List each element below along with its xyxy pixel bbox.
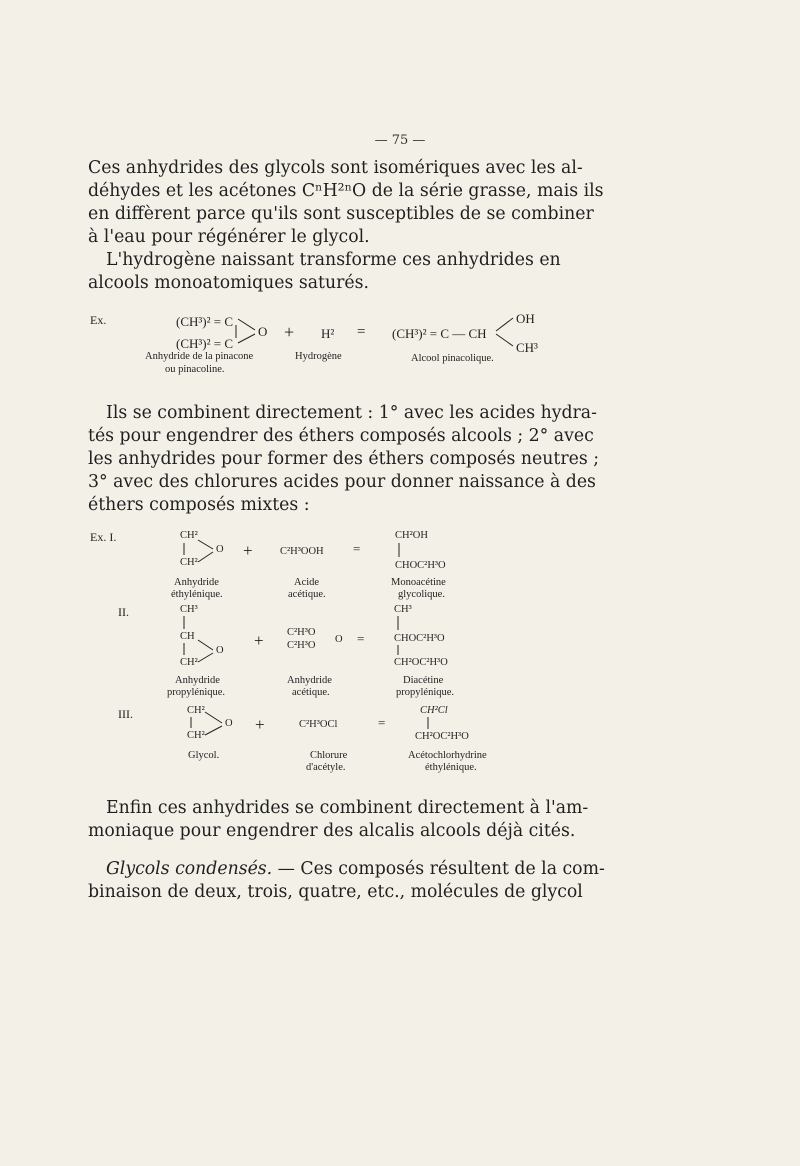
text-line: à l'eau pour régénérer le glycol. — [88, 227, 370, 247]
text-line: binaison de deux, trois, quatre, etc., molécules de glycol — [88, 882, 583, 902]
caption-3a: Diacétine — [403, 675, 444, 686]
caption-3b: glycolique. — [398, 589, 445, 600]
formula-row2: CH — [180, 631, 195, 642]
caption-1a: Anhydride — [174, 577, 219, 588]
product-row1: CH³ — [394, 604, 412, 615]
caption-3a: Monoacétine — [391, 577, 446, 588]
caption-3a: Acétochlorhydrine — [408, 750, 487, 761]
paragraph-isomers — [88, 157, 604, 295]
caption-1: Glycol. — [188, 750, 220, 761]
caption-pinacoline: Anhydride de la pinacone — [145, 351, 254, 362]
formula-hydrogen: H² — [321, 326, 335, 341]
equals-sign: = — [357, 631, 365, 646]
formula-product: (CH³)² = C — CH — [392, 326, 487, 341]
plus-sign: + — [255, 715, 265, 734]
caption-1b: propylénique. — [167, 687, 226, 698]
caption-1a: Anhydride — [175, 675, 220, 686]
plus-sign: + — [243, 541, 253, 560]
reagent-bottom: C²H³O — [287, 640, 316, 651]
product-row3: CH²OC²H³O — [394, 657, 448, 668]
product-row2: CHOC²H³O — [394, 633, 445, 644]
formula-oxygen: O — [216, 645, 224, 656]
product-bottom: CHOC²H³O — [395, 560, 446, 571]
caption-2b: acétique. — [288, 589, 326, 600]
text-line: 3° avec des chlorures acides pour donner naissance à des — [88, 472, 596, 492]
equals-sign: = — [353, 541, 361, 556]
example-label: Ex. I. — [90, 530, 117, 544]
equals-sign: = — [357, 324, 366, 340]
paragraph-condensed-glycols — [88, 858, 605, 904]
caption-2a: Anhydride — [287, 675, 332, 686]
formula-top: CH² — [180, 530, 198, 541]
formula-oxygen: O — [216, 544, 224, 555]
caption-3b: propylénique. — [396, 687, 455, 698]
caption-2b: d'acétyle. — [306, 762, 346, 773]
text-line: tés pour engendrer des éthers composés alcools ; 2° avec — [88, 426, 594, 446]
text-line: Ils se combinent directement : 1° avec les acides hydra- — [106, 403, 597, 423]
paragraph-ammonia — [88, 797, 589, 843]
example-label: Ex. — [90, 313, 107, 327]
example-label: III. — [118, 707, 133, 721]
example-label: II. — [118, 605, 129, 619]
reagent-oxygen: O — [335, 634, 343, 645]
formula-top-left: (CH³)² = C — [176, 314, 234, 329]
caption-hydrogen: Hydrogène — [295, 351, 342, 362]
formula-oxygen: O — [258, 324, 268, 339]
text-line: éthers composés mixtes : — [88, 495, 310, 515]
formula-bottom: CH² — [187, 730, 205, 741]
caption-pinacolic-alcohol: Alcool pinacolique. — [411, 353, 494, 364]
formula-oxygen: O — [225, 718, 233, 729]
product-top: CH²OH — [395, 530, 428, 541]
plus-sign: + — [284, 322, 295, 342]
formula-oh: OH — [516, 311, 535, 326]
section-heading: Glycols condensés. — [106, 859, 273, 879]
text-line: alcools monoatomiques saturés. — [88, 273, 369, 293]
formula-row1: CH³ — [180, 604, 198, 615]
product-bottom: CH²OC²H³O — [415, 731, 469, 742]
formula-top: CH² — [187, 705, 205, 716]
caption-pinacoline-2: ou pinacoline. — [165, 364, 225, 375]
page-number: — 75 — — [374, 133, 426, 148]
formula-row3: CH² — [180, 657, 198, 668]
caption-1b: éthylénique. — [171, 589, 223, 600]
text-line: Enfin ces anhydrides se combinent directement à l'am- — [106, 798, 589, 818]
reagent-top: C²H³O — [287, 627, 316, 638]
equals-sign: = — [378, 715, 386, 730]
text-line: Ces anhydrides des glycols sont isomériques avec les al- — [88, 158, 583, 178]
plus-sign: + — [254, 631, 264, 650]
caption-2a: Chlorure — [310, 750, 348, 761]
paragraph-combinations — [88, 402, 600, 517]
caption-3b: éthylénique. — [425, 762, 477, 773]
formula-reagent: C²H³OOH — [280, 546, 324, 557]
text-line: moniaque pour engendrer des alcalis alcools déjà cités. — [88, 821, 576, 841]
formula-bottom-left: (CH³)² = C — [176, 336, 234, 351]
formula-reagent: C²H³OCl — [299, 719, 338, 730]
product-top: CH²Cl — [420, 705, 448, 716]
caption-2b: acétique. — [292, 687, 330, 698]
text-run: — Ces composés résultent de la com- — [272, 859, 605, 879]
caption-2a: Acide — [294, 577, 320, 588]
text-line: en diffèrent parce qu'ils sont susceptibles de se combiner — [88, 204, 594, 224]
text-line — [88, 858, 605, 881]
text-line: L'hydrogène naissant transforme ces anhydrides en — [106, 250, 561, 270]
formula-bottom: CH² — [180, 557, 198, 568]
text-line: déhydes et les acétones CⁿH²ⁿO de la série grasse, mais ils — [88, 181, 604, 201]
text-line: les anhydrides pour former des éthers composés neutres ; — [88, 449, 600, 469]
formula-ch3: CH³ — [516, 340, 538, 355]
